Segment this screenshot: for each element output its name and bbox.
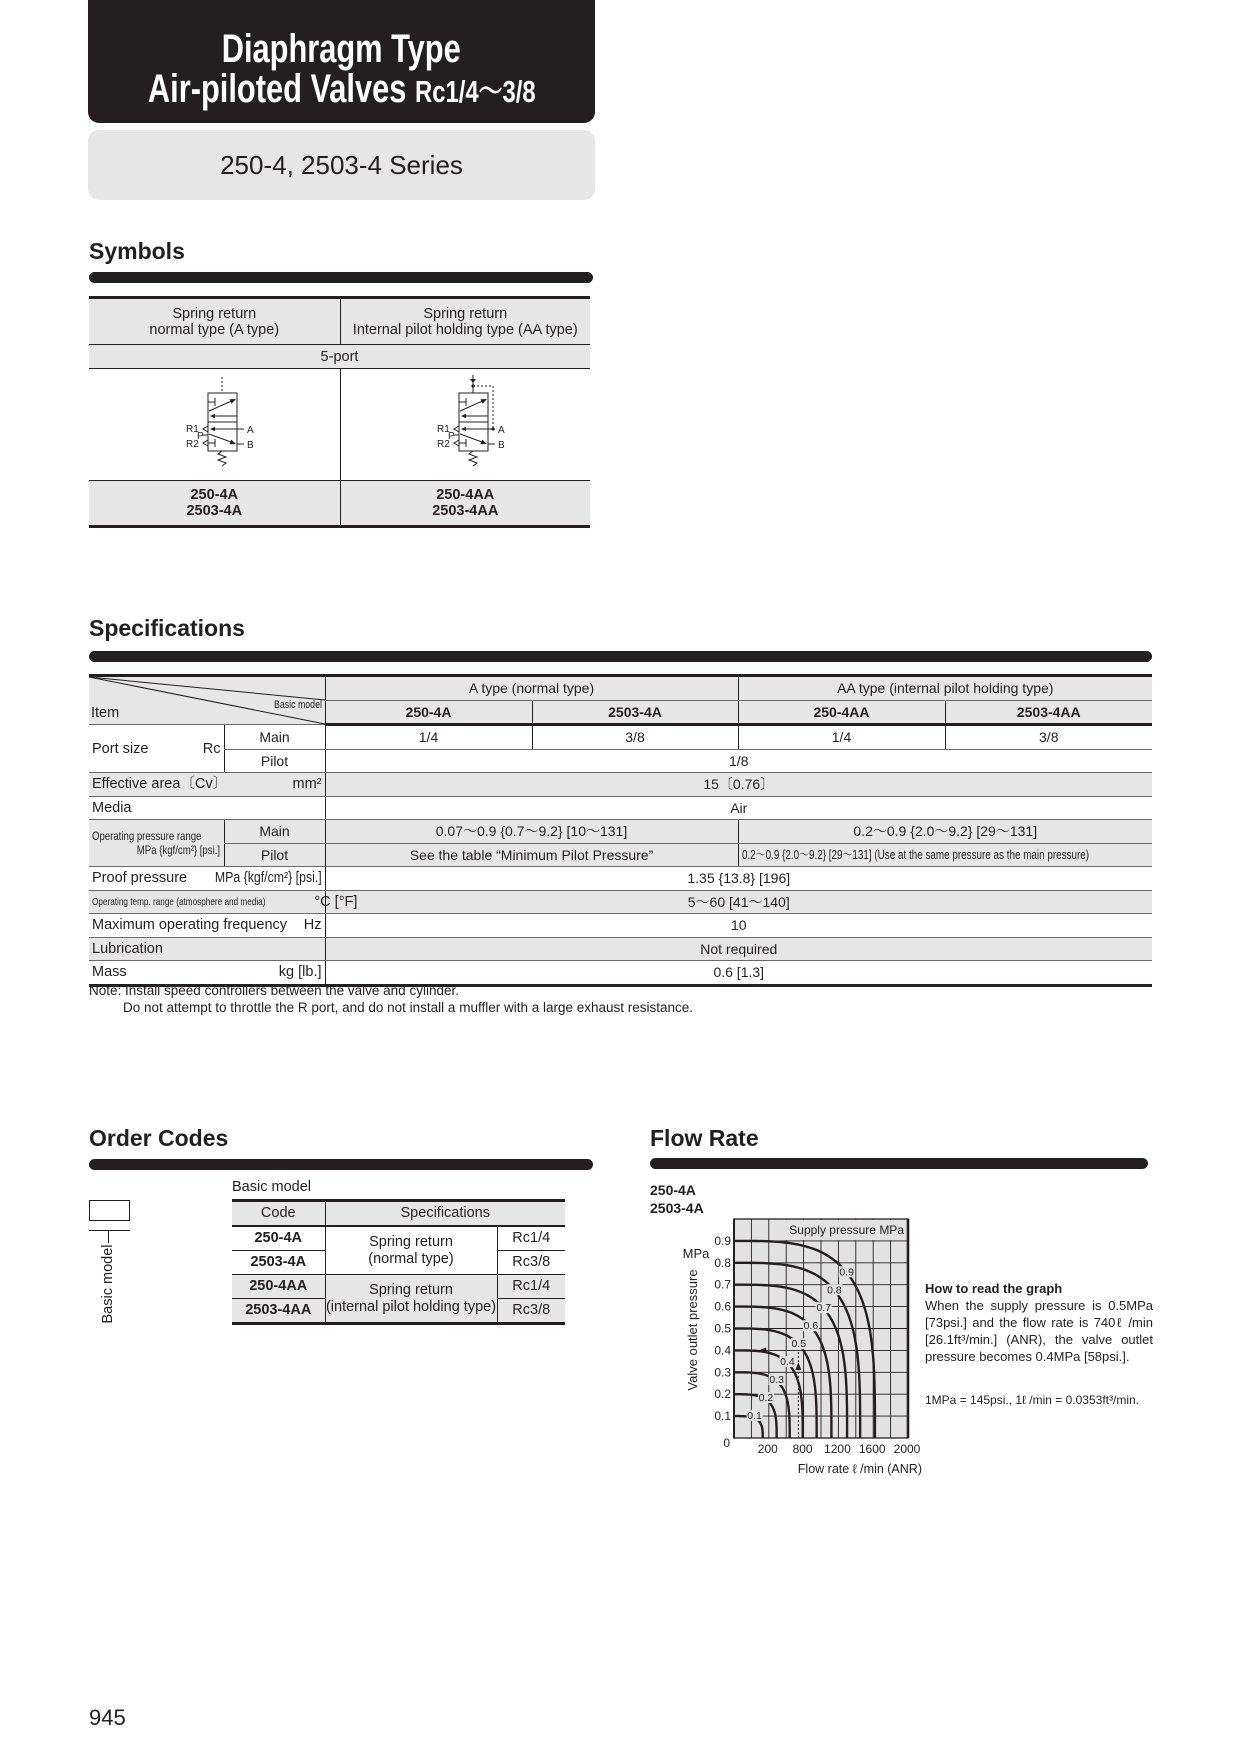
temp-range-label bbox=[89, 890, 358, 914]
how-to-read-block bbox=[925, 1280, 1153, 1365]
section-bar bbox=[89, 651, 1152, 662]
port-label-r1: R1 bbox=[437, 424, 451, 435]
x-axis-label: Flow rate ℓ /min (ANR) bbox=[797, 1462, 922, 1476]
model-code: 250-4AA bbox=[436, 487, 495, 503]
op-pilot-value-aa-cell bbox=[738, 843, 1152, 867]
y-tick-label: 0.8 bbox=[714, 1255, 731, 1270]
x-tick-label: 2000 bbox=[893, 1442, 921, 1456]
page-number: 945 bbox=[89, 1705, 126, 1730]
arrowhead bbox=[230, 440, 237, 445]
order-port: Rc3/8 bbox=[497, 1299, 565, 1324]
model-code: 2503-4A bbox=[186, 503, 243, 519]
model-header: 250-4AA bbox=[738, 700, 945, 725]
arrowhead bbox=[461, 414, 466, 418]
section-bar bbox=[89, 1159, 593, 1170]
model-header: 2503-4AA bbox=[945, 700, 1152, 725]
symbols-table bbox=[89, 296, 590, 528]
port-main-label: Main bbox=[224, 725, 325, 750]
arrowhead bbox=[461, 427, 466, 431]
group-aa-header: AA type (internal pilot holding type) bbox=[738, 676, 1152, 701]
junction-dot bbox=[472, 384, 475, 387]
flow-path-line bbox=[460, 434, 482, 442]
chart-model-label: 2503-4A bbox=[650, 1200, 704, 1216]
symbol-cell-a bbox=[89, 369, 340, 481]
model-header: 2503-4A bbox=[532, 700, 738, 725]
order-spec-group bbox=[325, 1226, 497, 1275]
port-pilot-label: Pilot bbox=[224, 749, 325, 773]
port-label-p: P bbox=[448, 431, 455, 442]
model-code: 2503-4AA bbox=[432, 503, 499, 519]
label-text: Proof pressure bbox=[92, 870, 188, 887]
model-header: 250-4A bbox=[325, 700, 532, 725]
header-line: normal type (A type) bbox=[149, 321, 280, 338]
order-codes-heading: Order Codes bbox=[89, 1125, 229, 1151]
arrowhead bbox=[230, 399, 237, 404]
port-label-r2: R2 bbox=[186, 439, 200, 450]
chart-model-label: 250-4A bbox=[650, 1182, 696, 1198]
how-to-line: [73psi.] and the flow rate is 740ℓ /min bbox=[925, 1315, 1153, 1330]
op-main-label: Main bbox=[224, 820, 325, 844]
curve-label: 0.2 bbox=[758, 1392, 774, 1405]
how-to-line: [26.1ft³/min.] (ANR), the valve outlet bbox=[925, 1332, 1153, 1347]
frequency-label bbox=[89, 914, 325, 938]
x-tick-label: 200 bbox=[757, 1442, 778, 1456]
title-block bbox=[88, 0, 595, 123]
model-code: 250-4A bbox=[190, 487, 239, 503]
order-code: 2503-4AA bbox=[232, 1299, 325, 1324]
operating-pressure-label bbox=[89, 820, 224, 867]
legend-title: Supply pressure MPa bbox=[789, 1223, 904, 1237]
y-tick-label: 0.3 bbox=[714, 1365, 731, 1380]
curve-label: 0.9 bbox=[839, 1266, 854, 1279]
arrowhead bbox=[210, 414, 215, 418]
exhaust-r2-mark bbox=[203, 440, 208, 446]
valve-symbol-a-type bbox=[164, 372, 264, 477]
symbols-heading: Symbols bbox=[89, 238, 185, 264]
blocked-port-mark bbox=[208, 398, 215, 406]
spec-note: Do not attempt to throttle the R port, and do not install a muffler with a large exhaust resistance. bbox=[123, 1000, 694, 1015]
exhaust-r2-mark bbox=[454, 440, 459, 446]
arrowhead bbox=[481, 440, 488, 445]
symbol-models-a bbox=[89, 481, 340, 527]
effective-area-label bbox=[89, 773, 325, 797]
lubrication-value: Not required bbox=[325, 937, 1152, 961]
model-code-underline bbox=[89, 1230, 130, 1231]
how-to-line: When the supply pressure is 0.5MPa bbox=[925, 1298, 1153, 1313]
title-line-2-inner bbox=[148, 66, 536, 115]
unit-conversion-note: 1MPa = 145psi., 1ℓ /min = 0.0353ft³/min. bbox=[925, 1393, 1139, 1407]
code-column-header: Code bbox=[232, 1201, 325, 1227]
y-tick-label: 0.2 bbox=[714, 1387, 731, 1402]
how-to-title: How to read the graph bbox=[925, 1281, 1063, 1296]
symbol-col-aa-header bbox=[340, 298, 590, 345]
spec-line: (internal pilot holding type) bbox=[325, 1298, 497, 1315]
label-text: Operating temp. range (atmosphere and media) bbox=[92, 895, 266, 908]
header-line: Internal pilot holding type (AA type) bbox=[352, 321, 578, 338]
lubrication-label: Lubrication bbox=[89, 937, 325, 961]
spring-icon bbox=[469, 451, 477, 466]
label-text: Effective area〔Cv〕 bbox=[92, 776, 228, 793]
op-main-value-aa: 0.2～0.9 {2.0～9.2} [29～131] bbox=[738, 820, 1152, 844]
order-codes-table bbox=[232, 1199, 565, 1325]
op-pilot-value-a: See the table “Minimum Pilot Pressure” bbox=[325, 843, 738, 867]
y-tick-label: 0.4 bbox=[714, 1343, 731, 1358]
label-text: Maximum operating frequency bbox=[92, 917, 288, 934]
y-axis-label: Valve outlet pressure bbox=[685, 1269, 700, 1391]
unit-text: mm² bbox=[292, 776, 322, 793]
op-pilot-value-aa: 0.2～0.9 {2.0～9.2} [29～131] (Use at the same pressure as the main pressure) bbox=[741, 847, 1089, 863]
curve-label: 0.6 bbox=[803, 1320, 819, 1333]
section-bar bbox=[89, 272, 593, 283]
y-axis-unit: MPa bbox=[682, 1246, 710, 1261]
curve-label: 0.1 bbox=[747, 1410, 762, 1423]
label-text: Operating pressure range bbox=[92, 829, 202, 843]
proof-pressure-value: 1.35 {13.8} [196] bbox=[325, 867, 1152, 891]
title-text-2: Air-piloted Valves bbox=[147, 67, 407, 111]
curve-label: 0.8 bbox=[827, 1284, 842, 1297]
y-tick-label: 0.7 bbox=[714, 1277, 731, 1292]
header-line: Spring return bbox=[172, 305, 257, 322]
specifications-table bbox=[89, 674, 1152, 987]
x-tick-label: 1200 bbox=[824, 1442, 851, 1456]
y-tick-label: 0.1 bbox=[714, 1409, 731, 1424]
curve-label: 0.7 bbox=[816, 1302, 832, 1315]
port-main-value: 1/4 bbox=[738, 725, 945, 750]
y-tick-label: 0.9 bbox=[714, 1233, 731, 1248]
port-label-a: A bbox=[247, 425, 254, 436]
order-port: Rc3/8 bbox=[497, 1251, 565, 1275]
curve-label: 0.3 bbox=[769, 1374, 784, 1387]
series-subtitle: 250-4, 2503-4 Series bbox=[88, 130, 595, 200]
item-label: Item bbox=[91, 705, 120, 721]
curve-label: 0.5 bbox=[791, 1338, 807, 1351]
x-tick-label: 1600 bbox=[858, 1442, 886, 1456]
port-size-label bbox=[89, 725, 224, 773]
label-text: Port size bbox=[92, 740, 149, 757]
order-port: Rc1/4 bbox=[497, 1275, 565, 1299]
internal-pilot-line bbox=[473, 386, 493, 429]
effective-area-value: 15〔0.76〕 bbox=[325, 773, 1152, 797]
frequency-value: 10 bbox=[325, 914, 1152, 938]
title-port-size: Rc1/4～3/8 bbox=[414, 74, 536, 109]
blocked-port-mark bbox=[208, 439, 215, 447]
port-label-p: P bbox=[197, 431, 204, 442]
port-count-row: 5-port bbox=[89, 345, 590, 369]
media-value: Air bbox=[325, 796, 1152, 820]
unit-text: Hz bbox=[303, 917, 322, 934]
temp-range-value: 5～60 [41～140] bbox=[325, 890, 1152, 914]
item-header-cell bbox=[89, 676, 325, 725]
order-code: 250-4A bbox=[232, 1226, 325, 1251]
group-a-header: A type (normal type) bbox=[325, 676, 738, 701]
symbol-cell-aa bbox=[340, 369, 590, 481]
port-main-value: 3/8 bbox=[945, 725, 1152, 750]
spec-line: (normal type) bbox=[368, 1250, 454, 1267]
curve-label: 0.4 bbox=[780, 1356, 795, 1369]
unit-text: MPa {kgf/cm²} [psi.] bbox=[137, 843, 221, 857]
symbol-models-aa bbox=[340, 481, 590, 527]
proof-pressure-label bbox=[89, 867, 325, 891]
order-code: 2503-4A bbox=[232, 1251, 325, 1275]
unit-text: kg [lb.] bbox=[278, 964, 322, 981]
port-pilot-value: 1/8 bbox=[325, 749, 1152, 773]
flow-path-line bbox=[209, 434, 231, 442]
y-tick-label: 0.6 bbox=[714, 1299, 731, 1314]
flow-rate-heading: Flow Rate bbox=[650, 1125, 759, 1151]
port-main-value: 1/4 bbox=[325, 725, 532, 750]
order-port: Rc1/4 bbox=[497, 1226, 565, 1251]
order-table-caption: Basic model bbox=[232, 1179, 311, 1195]
valve-symbol-aa-type bbox=[415, 372, 515, 477]
how-to-line: pressure becomes 0.4MPa [58psi.]. bbox=[925, 1349, 1130, 1364]
exhaust-r1-mark bbox=[203, 426, 208, 432]
origin-label: 0 bbox=[723, 1436, 730, 1450]
basic-model-side-label: Basic model bbox=[100, 1244, 116, 1324]
junction-dot bbox=[492, 427, 495, 430]
spec-line: Spring return bbox=[369, 1281, 453, 1298]
spring-icon bbox=[218, 451, 226, 466]
model-code-box bbox=[89, 1200, 130, 1221]
spec-note: Note: Install speed controllers between the valve and cylinder. bbox=[89, 983, 459, 998]
header-line: Spring return bbox=[423, 305, 508, 322]
arrowhead bbox=[210, 427, 215, 431]
label-text: Mass bbox=[92, 964, 127, 981]
basic-model-label: Basic model bbox=[273, 699, 322, 711]
symbol-col-a-header bbox=[89, 298, 340, 345]
exhaust-r1-mark bbox=[454, 426, 459, 432]
flow-rate-chart bbox=[680, 1210, 930, 1480]
port-label-r1: R1 bbox=[186, 424, 200, 435]
unit-text: MPa {kgf/cm²} [psi.] bbox=[214, 870, 322, 887]
blocked-port-mark bbox=[459, 398, 466, 406]
order-code: 250-4AA bbox=[232, 1275, 325, 1299]
section-bar bbox=[650, 1158, 1148, 1169]
pilot-arrow-icon bbox=[470, 379, 476, 383]
spec-line: Spring return bbox=[369, 1233, 453, 1250]
port-label-b: B bbox=[247, 440, 254, 451]
port-label-r2: R2 bbox=[437, 439, 451, 450]
arrowhead bbox=[481, 399, 488, 404]
x-tick-label: 800 bbox=[792, 1442, 813, 1456]
y-tick-label: 0.5 bbox=[714, 1321, 731, 1336]
title-text: Diaphragm Type bbox=[221, 27, 462, 71]
mass-value: 0.6 [1.3] bbox=[325, 961, 1152, 986]
blocked-port-mark bbox=[459, 439, 466, 447]
unit-text: Rc bbox=[202, 740, 221, 757]
specifications-heading: Specifications bbox=[89, 615, 245, 641]
specs-column-header: Specifications bbox=[325, 1201, 565, 1227]
unit-text: °C [°F] bbox=[314, 893, 358, 910]
port-label-b: B bbox=[498, 440, 505, 451]
title-line-2 bbox=[88, 66, 595, 115]
media-label: Media bbox=[89, 796, 325, 820]
op-pilot-label: Pilot bbox=[224, 843, 325, 867]
port-main-value: 3/8 bbox=[532, 725, 738, 750]
port-label-a: A bbox=[498, 425, 505, 436]
op-main-value-a: 0.07～0.9 {0.7～9.2} [10～131] bbox=[325, 820, 738, 844]
order-spec-group bbox=[325, 1275, 497, 1324]
